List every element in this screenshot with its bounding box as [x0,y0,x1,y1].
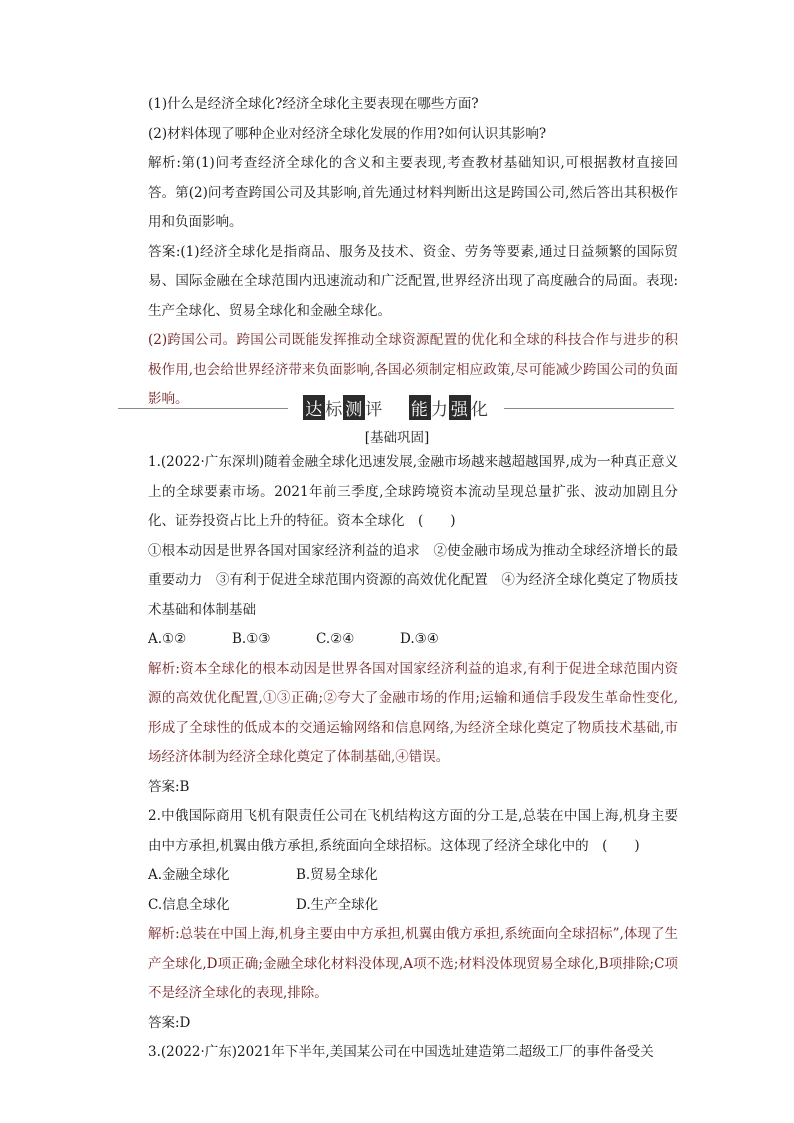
q1-option-d: D.③④ [400,631,439,647]
section-heading: [基础巩固] [364,430,430,446]
answer-2-text: (2)跨国公司。跨国公司既能发挥推动全球资源配置的优化和全球的科技合作与进步的积极作用,也会给世界经济带来负面影响,各国必须制定相应政策,尽可能减少跨国公司的负面影响。 [148,332,678,407]
q2-option-b: B.贸易全球化 [296,867,378,883]
banner-char: 测 [343,395,365,420]
q1-analysis: 解析:资本全球化的根本动因是世界各国对国家经济利益的追求,有利于促进全球范围内资源的高效优化配置,①③正确;②夸大了金融市场的作用;运输和通信手段发生革命性变化,形成了全球性的低成本的交通运输网络和信息网络,为经济全球化奠定了物质技术基础,市场经济体制为经济全球化奠定了体制基础,④错误。 [148,660,678,765]
question-1-text: (1)什么是经济全球化?经济全球化主要表现在哪些方面? [148,96,479,112]
banner-char: 力 [430,400,449,420]
answer-1-text: 答案:(1)经济全球化是指商品、服务及技术、资金、劳务等要素,通过日益频繁的国际贸易、国际金融在全球范围内迅速流动和广泛配置,世界经济出现了高度融合的局面。表现:生产全球化、贸易全球化和金融全球化。 [148,243,678,319]
q2-answer: 答案:D [148,1014,191,1031]
q2-options-row-1 [148,861,678,891]
q1-option-a: A.①② [148,631,187,647]
banner-char: 达 [303,395,325,420]
banner-char: 标 [325,400,344,420]
q1-answer: 答案:B [148,778,190,795]
question-block-1 [148,448,678,1068]
q2-option-c: C.信息全球化 [148,896,230,913]
banner-char: 强 [449,395,471,420]
banner-char: 评 [365,400,384,420]
q1-options [148,625,678,655]
q2-stem: 2.中俄国际商用飞机有限责任公司在飞机结构这方面的分工是,总装在中国上海,机身主要由中方承担,机翼由俄方承担,系统面向全球招标。这体现了经济全球化中的 ( ) [148,808,678,854]
banner-title [118,395,674,420]
analysis-text: 解析:第(1)问考查经济全球化的含义和主要表现,考查教材基础知识,可根据教材直接回答。第(2)问考查跨国公司及其影响,首先通过材料判断出这是跨国公司,然后答出其积极作用和负面影响。 [148,155,678,230]
banner-char: 化 [470,400,489,420]
q2-analysis: 解析:总装在中国上海,机身主要由中方承担,机翼由俄方承担,系统面向全球招标”,体现了生产全球化,D项正确;金融全球化材料没体现,A项不选;材料没体现贸易全球化,B项排除;C项不是经济全球化的表现,排除。 [148,926,678,1001]
section-banner [118,395,674,423]
q1-option-c: C.②④ [316,631,355,647]
banner-char: 能 [409,395,431,420]
q3-stem: 3.(2022·广东)2021年下半年,美国某公司在中国选址建造第二超级工厂的事件备受关 [148,1044,654,1060]
q1-items: ①根本动因是世界各国对国家经济利益的追求 ②使金融市场成为推动全球经济增长的最重要动力 ③有利于促进全球范围内资源的高效优化配置 ④为经济全球化奠定了物质技术基础和体制基础 [148,542,678,618]
q2-option-d: D.生产全球化 [296,896,379,913]
question-2-text: (2)材料体现了哪种企业对经济全球化发展的作用?如何认识其影响? [148,125,547,142]
top-section [148,90,678,415]
q1-option-b: B.①③ [232,631,271,647]
q2-options-row-2 [148,891,678,921]
q1-stem: 1.(2022·广东深圳)随着金融全球化迅速发展,金融市场越来越超越国界,成为一种真正意义上的全球要素市场。2021年前三季度,全球跨境资本流动呈现总量扩张、波动加剧且分化、证券投资占比上升的特征。资本全球化 ( ) [148,454,678,529]
q2-option-a: A.金融全球化 [148,867,230,883]
